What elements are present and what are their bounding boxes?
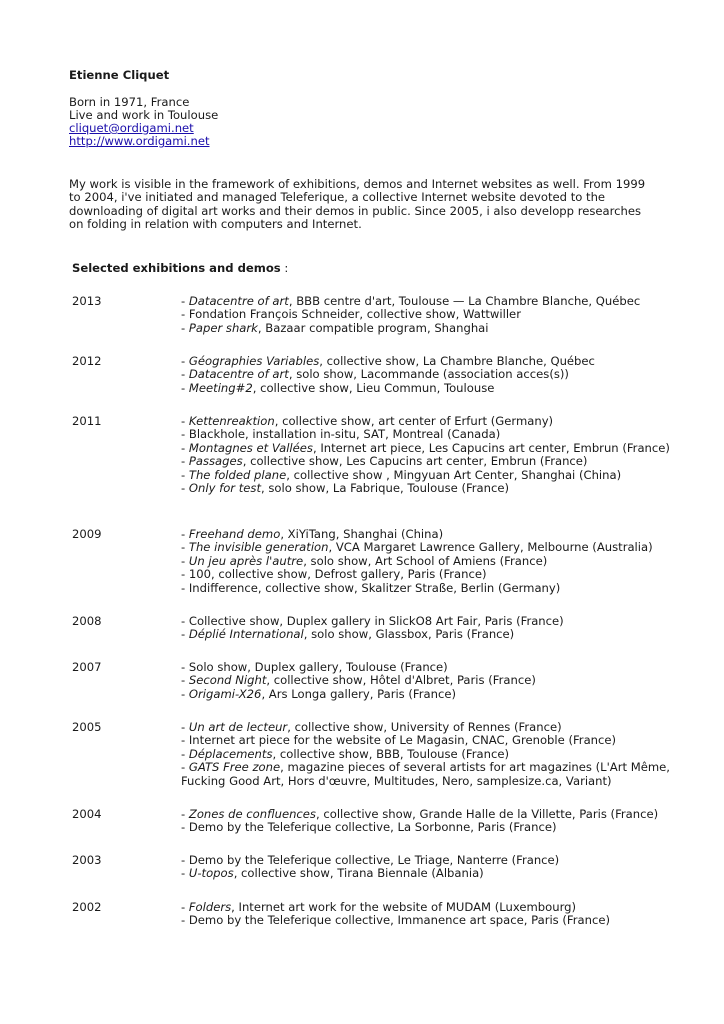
- birth-info: Born in 1971, France: [69, 95, 190, 109]
- entry-title: Second Night: [188, 673, 267, 688]
- exhibition-entry: [181, 555, 701, 568]
- exhibition-entry: [181, 808, 701, 821]
- entry-dash: -: [181, 820, 189, 835]
- exhibition-entry: [181, 748, 701, 761]
- exhibition-entry: [181, 442, 701, 455]
- entry-details: Internet art piece for the website of Le Magasin, CNAC, Grenoble (France): [188, 733, 617, 748]
- entry-title: Kettenreaktion: [188, 414, 275, 428]
- entry-dash: -: [181, 527, 189, 541]
- entry-details: , collective show, Tirana Biennale (Albania): [233, 866, 484, 881]
- entry-title: Passages: [188, 454, 243, 469]
- entry-details: Solo show, Duplex gallery, Toulouse (France): [188, 660, 448, 674]
- entry-dash: -: [181, 807, 189, 821]
- entry-dash: -: [181, 540, 189, 555]
- artist-name: Etienne Cliquet: [69, 68, 170, 82]
- entry-title: Un art de lecteur: [188, 720, 288, 734]
- entry-dash: -: [181, 553, 189, 568]
- entry-dash: -: [181, 307, 189, 322]
- entry-details: , VCA Margaret Lawrence Gallery, Melbourne (Australia): [328, 540, 653, 555]
- entry-dash: -: [181, 614, 189, 628]
- exhibition-entry: [181, 415, 701, 428]
- entry-dash: -: [181, 320, 189, 335]
- entry-title: Montagnes et Vallées: [188, 440, 313, 455]
- entry-details: Demo by the Teleferique collective, La Sorbonne, Paris (France): [188, 820, 557, 835]
- entry-details: , collective show, La Chambre Blanche, Québec: [319, 354, 595, 368]
- entry-title: Datacentre of art: [188, 294, 289, 308]
- entry-details: , collective show, Les Capucins art center, Embrun (France): [242, 454, 588, 469]
- entry-details: Indifference, collective show, Skalitzer Straße, Berlin (Germany): [188, 580, 561, 595]
- entry-dash: -: [181, 454, 189, 469]
- entry-details: , collective show, BBB, Toulouse (France): [272, 746, 509, 761]
- entry-dash: -: [181, 746, 189, 761]
- exhibition-entry: [181, 308, 701, 321]
- entry-dash: -: [181, 440, 189, 455]
- exhibition-entries: [181, 615, 701, 642]
- exhibition-entries: [181, 854, 701, 881]
- exhibition-year: 2013: [72, 294, 102, 308]
- entry-details: , collective show, Lieu Commun, Toulouse: [252, 380, 495, 395]
- entry-dash: -: [181, 866, 189, 881]
- exhibition-entry: [181, 914, 701, 927]
- exhibition-entry: [181, 628, 701, 641]
- entry-title: Paper shark: [188, 320, 258, 335]
- entry-title: The folded plane: [188, 467, 287, 482]
- exhibition-entry: [181, 661, 701, 674]
- exhibition-entry: [181, 821, 701, 834]
- exhibition-entry: [181, 469, 701, 482]
- exhibition-entry: [181, 368, 701, 381]
- entry-dash: -: [181, 380, 189, 395]
- exhibition-entry: [181, 482, 701, 495]
- entry-details: Demo by the Teleferique collective, Le Triage, Nanterre (France): [188, 853, 560, 867]
- entry-details: Blackhole, installation in-situ, SAT, Montreal (Canada): [188, 427, 501, 442]
- entry-dash: -: [181, 913, 189, 928]
- exhibition-entry: [181, 322, 701, 335]
- entry-dash: -: [181, 686, 189, 701]
- exhibition-entry: [181, 615, 701, 628]
- exhibition-entry: [181, 382, 701, 395]
- entry-title: Meeting#2: [188, 380, 253, 395]
- entry-dash: -: [181, 733, 189, 748]
- exhibition-entry: [181, 528, 701, 541]
- exhibition-entries: [181, 295, 701, 335]
- entry-details: , Bazaar compatible program, Shanghai: [257, 320, 489, 335]
- exhibition-year: 2004: [72, 807, 102, 821]
- entry-details: Fondation François Schneider, collective show, Wattwiller: [188, 307, 521, 322]
- section-title-suffix: :: [280, 261, 289, 275]
- entry-title: Datacentre of art: [188, 367, 289, 382]
- exhibition-year: 2012: [72, 354, 102, 368]
- entry-details: , collective show, Grande Halle de la Villette, Paris (France): [315, 807, 659, 821]
- entry-dash: -: [181, 367, 189, 382]
- entry-details: , solo show, Glassbox, Paris (France): [303, 627, 515, 642]
- exhibition-entries: [181, 808, 701, 835]
- entry-title: Only for test: [188, 481, 262, 496]
- entry-dash: -: [181, 580, 189, 595]
- email-link[interactable]: cliquet@ordigami.net: [69, 121, 194, 135]
- entry-details: , solo show, Art School of Amiens (France): [303, 553, 548, 568]
- exhibition-entry: [181, 721, 701, 734]
- entry-dash: -: [181, 354, 189, 368]
- exhibition-entry: [181, 355, 701, 368]
- entry-title: Origami-X26: [188, 686, 262, 701]
- entry-dash: -: [181, 853, 189, 867]
- entry-title: Déplacements: [188, 746, 273, 761]
- website-link-row: [69, 135, 210, 148]
- entry-dash: -: [181, 627, 189, 642]
- exhibition-year: 2003: [72, 853, 102, 867]
- exhibition-entry: [181, 455, 701, 468]
- entry-title: Un jeu après l'autre: [188, 553, 304, 568]
- exhibition-entry: [181, 901, 701, 914]
- entry-title: Freehand demo: [188, 527, 281, 541]
- exhibition-entries: [181, 528, 701, 595]
- exhibition-entries: [181, 355, 701, 395]
- exhibition-year: 2005: [72, 720, 102, 734]
- exhibition-year: 2002: [72, 900, 102, 914]
- entry-title: Zones de confluences: [188, 807, 316, 821]
- entry-details: , Internet art work for the website of MUDAM (Luxembourg): [231, 900, 577, 914]
- entry-details: , Ars Longa gallery, Paris (France): [261, 686, 456, 701]
- entry-dash: -: [181, 720, 189, 734]
- entry-details: Collective show, Duplex gallery in SlickO8 Art Fair, Paris (France): [188, 614, 564, 628]
- bio-paragraph: My work is visible in the framework of exhibitions, demos and Internet websites as well. From 1999 to 2004, i've initiated and managed Teleferique, a collective Internet website devoted to the downloading of digital art works and their demos in public. Since 2005, i also developp researches on folding in relation with computers and Internet.: [69, 177, 646, 232]
- exhibition-entries: [181, 415, 701, 495]
- exhibition-entries: [181, 901, 701, 928]
- exhibition-entries: [181, 721, 701, 788]
- exhibition-entry: [181, 541, 701, 554]
- entry-title: Géographies Variables: [188, 354, 320, 368]
- entry-dash: -: [181, 414, 189, 428]
- exhibition-year: 2007: [72, 660, 102, 674]
- entry-details: , solo show, La Fabrique, Toulouse (France): [261, 481, 510, 496]
- entry-dash: -: [181, 294, 189, 308]
- entry-dash: -: [181, 567, 189, 582]
- entry-title: GATS Free zone: [188, 760, 281, 775]
- entry-dash: -: [181, 427, 189, 442]
- entry-details: 100, collective show, Defrost gallery, Paris (France): [188, 567, 487, 582]
- entry-title: U-topos: [188, 866, 234, 881]
- exhibition-entry: [181, 295, 701, 308]
- entry-dash: -: [181, 760, 189, 775]
- exhibition-entry: [181, 568, 701, 581]
- entry-details: , solo show, Lacommande (association acces(s)): [288, 367, 569, 382]
- entry-dash: -: [181, 481, 189, 496]
- exhibition-entry: [181, 688, 701, 701]
- section-title: Selected exhibitions and demos: [72, 261, 281, 275]
- entry-details: , collective show, Hôtel d'Albret, Paris (France): [266, 673, 536, 688]
- entry-title: Folders: [188, 900, 232, 914]
- exhibition-entry: [181, 761, 701, 788]
- exhibition-entries: [181, 661, 701, 701]
- entry-details: , magazine pieces of several artists for art magazines (L'Art Même, Fucking Good Art, Hors d'œuvre, Multitudes, Nero, samplesize.ca, Variant): [181, 760, 670, 788]
- entry-details: , BBB centre d'art, Toulouse — La Chambre Blanche, Québec: [288, 294, 641, 308]
- entry-details: Demo by the Teleferique collective, Immanence art space, Paris (France): [188, 913, 611, 928]
- exhibition-year: 2011: [72, 414, 102, 428]
- entry-dash: -: [181, 467, 189, 482]
- entry-details: , collective show, art center of Erfurt (Germany): [274, 414, 554, 428]
- residence-info: Live and work in Toulouse: [69, 108, 219, 122]
- exhibition-entry: [181, 854, 701, 867]
- website-link[interactable]: http://www.ordigami.net: [69, 134, 210, 148]
- exhibition-entry: [181, 674, 701, 687]
- section-heading: [72, 262, 288, 275]
- entry-details: , collective show, University of Rennes (France): [287, 720, 562, 734]
- entry-details: , Internet art piece, Les Capucins art center, Embrun (France): [312, 440, 670, 455]
- exhibition-entry: [181, 734, 701, 747]
- entry-details: , collective show , Mingyuan Art Center, Shanghai (China): [286, 467, 622, 482]
- exhibition-entry: [181, 428, 701, 441]
- entry-details: , XiYiTang, Shanghai (China): [280, 527, 444, 541]
- entry-dash: -: [181, 673, 189, 688]
- entry-title: The invisible generation: [188, 540, 329, 555]
- exhibition-entry: [181, 867, 701, 880]
- exhibition-year: 2008: [72, 614, 102, 628]
- exhibition-entry: [181, 582, 701, 595]
- entry-dash: -: [181, 900, 189, 914]
- entry-dash: -: [181, 660, 189, 674]
- entry-title: Déplié International: [188, 627, 304, 642]
- exhibition-year: 2009: [72, 527, 102, 541]
